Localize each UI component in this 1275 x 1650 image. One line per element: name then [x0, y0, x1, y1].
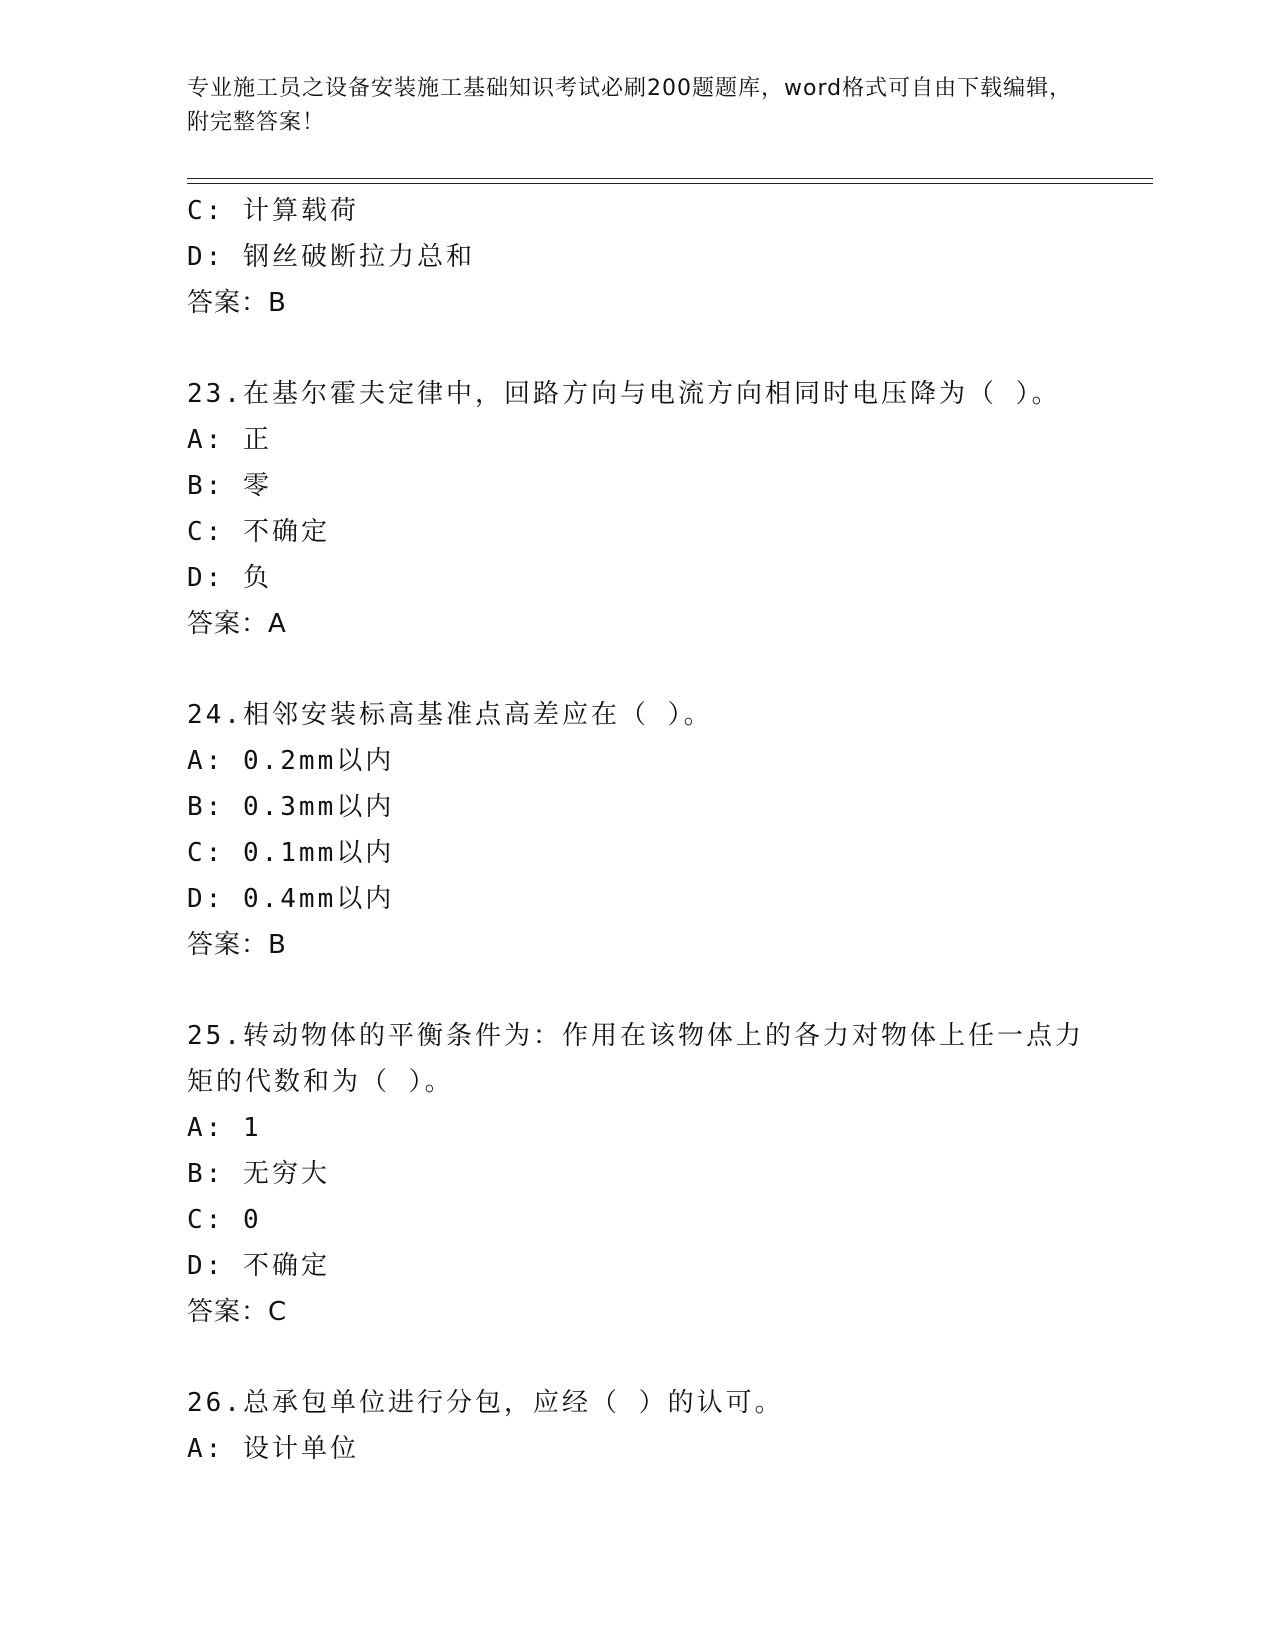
option-a: A: 0.2mm以内: [187, 746, 395, 776]
question-text: 23.在基尔霍夫定律中，回路方向与电流方向相同时电压降为（ ）。: [187, 379, 1061, 409]
question-text: 25.转动物体的平衡条件为：作用在该物体上的各力对物体上任一点力矩的代数和为（ ）。: [187, 1021, 1084, 1097]
question-text: 26.总承包单位进行分包，应经（ ）的认可。: [187, 1388, 784, 1418]
question-text: 24.相邻安装标高基准点高差应在（ ）。: [187, 700, 713, 730]
question-list: [187, 188, 1087, 1472]
option-c: C: 不确定: [187, 517, 330, 547]
header-divider-bottom: [187, 183, 1153, 184]
option-b: B: 零: [187, 471, 272, 501]
question-25: [187, 1013, 1087, 1335]
option-d: D: 不确定: [187, 1251, 330, 1281]
question-24: [187, 692, 1087, 968]
header-title: 专业施工员之设备安装施工基础知识考试必刷200题题库，word格式可自由下载编辑，附完整答案！: [187, 76, 1073, 135]
option-a: A: 设计单位: [187, 1434, 359, 1464]
answer: 答案：C: [187, 1297, 288, 1327]
option-c: C: 0.1mm以内: [187, 838, 395, 868]
answer: 答案：B: [187, 930, 287, 960]
option-b: B: 0.3mm以内: [187, 792, 395, 822]
option-a: A: 正: [187, 425, 272, 455]
question-23: [187, 371, 1087, 647]
answer: 答案：B: [187, 288, 287, 318]
option-d: D: 钢丝破断拉力总和: [187, 242, 475, 272]
answer: 答案：A: [187, 609, 287, 639]
option-a: A: 1: [187, 1113, 262, 1143]
option-d: D: 0.4mm以内: [187, 884, 395, 914]
option-c: C: 计算载荷: [187, 196, 359, 226]
option-c: C: 0: [187, 1205, 262, 1235]
option-d: D: 负: [187, 563, 272, 593]
question-22-partial: [187, 188, 1087, 326]
document-header: [187, 72, 1087, 140]
question-26: [187, 1380, 1087, 1472]
option-b: B: 无穷大: [187, 1159, 330, 1189]
header-divider-top: [187, 178, 1153, 179]
